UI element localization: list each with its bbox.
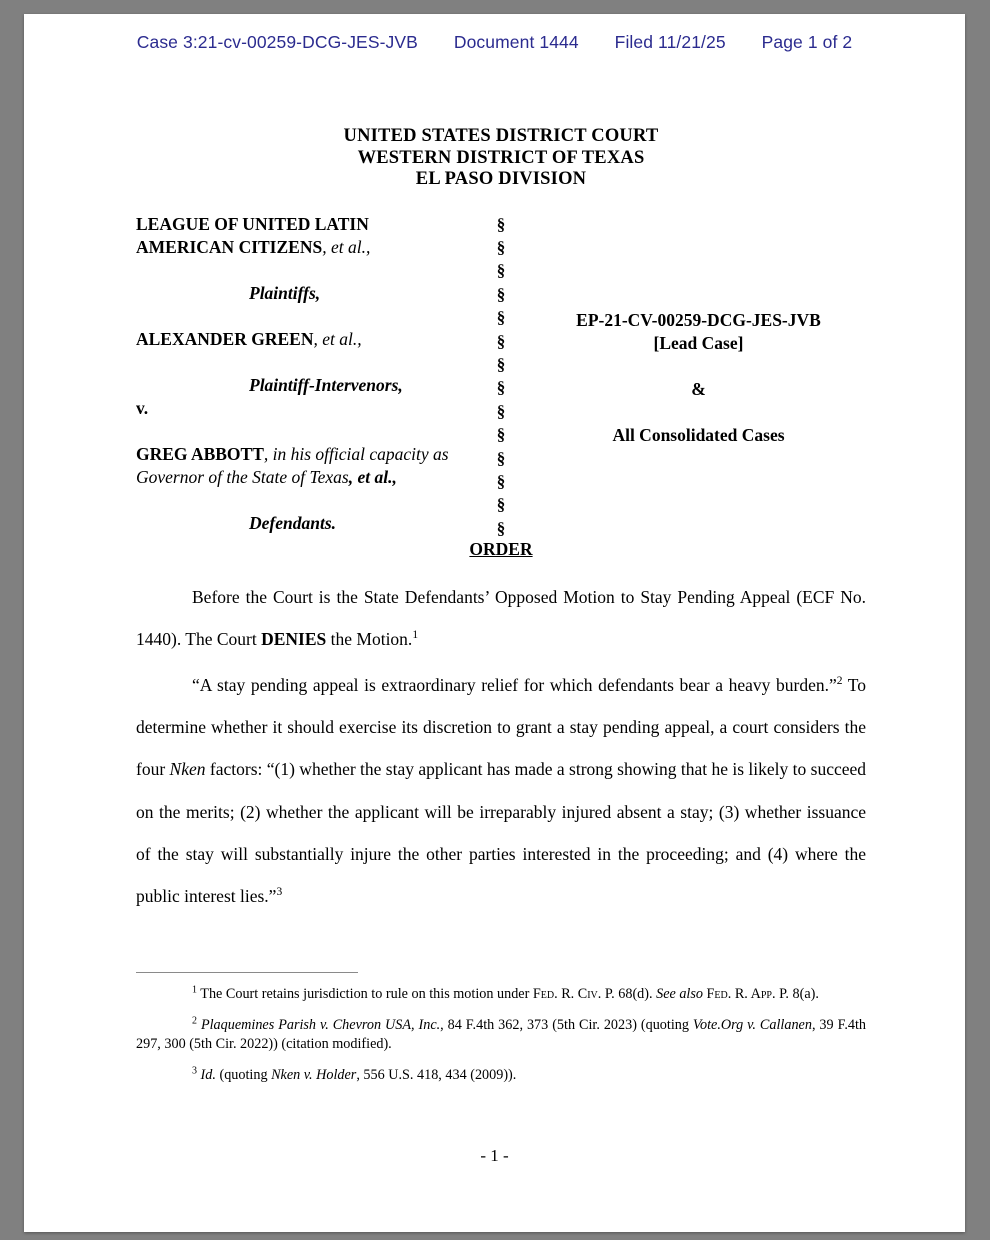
court-name-line2: WESTERN DISTRICT OF TEXAS xyxy=(357,147,645,168)
footnote-marker: 3 xyxy=(192,1064,197,1076)
footnote-rule-smallcaps: Fed. R. App. P. xyxy=(706,986,789,1002)
caption-spacer xyxy=(136,420,466,443)
footnote-text: 8(a). xyxy=(788,986,819,1002)
defendant-etal: , et al., xyxy=(348,466,397,487)
section-symbol: § xyxy=(496,261,506,281)
footnote xyxy=(136,1066,866,1086)
defendant-office: Governor of the State of Texas xyxy=(136,466,349,487)
defendant-name-bold: GREG ABBOTT xyxy=(136,443,264,464)
para2-text-c: factors: “(1) whether the stay applicant has made a strong showing that he is likely to succeed on the merits; (2) whether the applicant will be irreparably injured absent a stay; (3) whether issuance of the stay will substantially injure the other parties interested in the proceeding; and (4) where the public interest lies.” xyxy=(136,759,867,906)
caption-spacer xyxy=(531,355,866,378)
intervenor-name-bold: ALEXANDER GREEN xyxy=(136,328,314,349)
footnote-case-italic: Nken v. Holder xyxy=(271,1066,357,1083)
defendant-name-line1 xyxy=(136,443,466,466)
para1-text-b: the Motion. xyxy=(326,628,413,649)
denies-emphasis: DENIES xyxy=(261,628,327,649)
footnote-ref-2[interactable]: 2 xyxy=(836,675,843,688)
lead-case-number: EP-21-CV-00259-DCG-JES-JVB xyxy=(576,309,821,330)
defendant-name-line2 xyxy=(136,466,466,489)
ampersand-symbol: & xyxy=(691,378,706,399)
caption-section-divider-column xyxy=(491,213,511,541)
page-number-footer: - 1 - xyxy=(480,1146,509,1165)
section-symbol: § xyxy=(496,471,506,491)
plaintiff-name-line2 xyxy=(136,236,466,259)
footnote-list xyxy=(136,985,866,1085)
section-symbol: § xyxy=(496,214,506,234)
section-symbol: § xyxy=(496,401,506,421)
intervenor-etal: , et al., xyxy=(313,328,362,349)
ecf-page-indicator: Page 1 of 2 xyxy=(761,32,853,52)
footnote-area xyxy=(136,972,866,1096)
section-symbol: § xyxy=(496,331,506,351)
footnote-text: , 39 F.4th 297, 300 (5th Cir. 2022)) (citation modified). xyxy=(136,1016,866,1052)
order-heading xyxy=(136,539,866,560)
plaintiff-etal: , et al., xyxy=(322,236,371,257)
versus-label: v. xyxy=(136,397,149,418)
document-body xyxy=(136,14,866,917)
order-paragraph-2 xyxy=(136,660,866,917)
footnote-separator-rule xyxy=(136,972,358,973)
intervenors-label: Plaintiff-Intervenors, xyxy=(249,374,403,395)
caption-spacer xyxy=(136,351,466,374)
caption-spacer xyxy=(136,489,466,512)
section-symbol: § xyxy=(496,448,506,468)
section-symbol: § xyxy=(496,237,506,257)
footnote-text: 68(d). xyxy=(614,986,657,1002)
footnote-rule-smallcaps: Fed. R. Civ. P. xyxy=(532,986,615,1002)
lead-case-label: [Lead Case] xyxy=(653,332,744,353)
defendants-label: Defendants. xyxy=(249,512,337,533)
footnote-case-italic: Vote.Org v. Callanen xyxy=(692,1016,812,1033)
section-symbol: § xyxy=(496,378,506,398)
footnote-case-italic: See also xyxy=(656,986,703,1002)
court-name-line1: UNITED STATES DISTRICT COURT xyxy=(343,126,659,146)
footnote-case-italic: Plaquemines Parish v. Chevron USA, Inc. xyxy=(200,1016,441,1033)
section-symbol: § xyxy=(496,518,506,538)
section-symbol: § xyxy=(496,284,506,304)
para2-quote-a: “A stay pending appeal is extraordinary relief for which defendants bear a heavy burden.” xyxy=(192,674,837,695)
ecf-case-number: Case 3:21-cv-00259-DCG-JES-JVB xyxy=(136,32,418,52)
case-caption xyxy=(136,213,866,538)
document-page xyxy=(24,14,965,1232)
caption-spacer xyxy=(136,259,466,282)
section-symbol: § xyxy=(496,354,506,374)
para1-text-a: Before the Court is the State Defendants’ Opposed Motion to Stay Pending Appeal (ECF No. 1440). The Court xyxy=(136,586,866,649)
ecf-filed-date: Filed 11/21/25 xyxy=(614,32,726,52)
ecf-document-number: Document 1444 xyxy=(453,32,579,52)
plaintiff-name-line1: LEAGUE OF UNITED LATIN xyxy=(136,213,369,234)
intervenor-name xyxy=(136,328,466,351)
consolidated-cases-label: All Consolidated Cases xyxy=(612,424,785,445)
footnote-text: (quoting xyxy=(215,1066,272,1083)
footnote xyxy=(136,985,866,1005)
plaintiff-name-bold: AMERICAN CITIZENS xyxy=(136,236,323,257)
plaintiffs-label: Plaintiffs, xyxy=(249,282,321,303)
section-symbol: § xyxy=(496,425,506,445)
caption-spacer xyxy=(531,401,866,424)
footnote-marker: 2 xyxy=(192,1014,197,1026)
nken-case-italic: Nken xyxy=(169,759,206,780)
footnote-case-italic: Id. xyxy=(200,1066,216,1083)
order-paragraph-1 xyxy=(136,560,866,660)
order-heading-text: ORDER xyxy=(469,538,533,559)
footnote-ref-3[interactable]: 3 xyxy=(276,886,283,899)
footnote-text: , 556 U.S. 418, 434 (2009)). xyxy=(356,1066,517,1083)
footnote-marker: 1 xyxy=(192,984,197,996)
footnote xyxy=(136,1016,866,1055)
para2-text-b: To determine whether it should exercise its discretion to grant a stay pending appeal, a court considers the four xyxy=(136,674,866,780)
footnote-text: , 84 F.4th 362, 373 (5th Cir. 2023) (quoting xyxy=(440,1016,693,1033)
footnote-ref-1[interactable]: 1 xyxy=(412,628,419,641)
court-title-block xyxy=(136,126,866,191)
section-symbol: § xyxy=(496,495,506,515)
caption-case-number-block xyxy=(531,309,866,447)
court-name-line3: EL PASO DIVISION xyxy=(415,169,587,189)
caption-spacer xyxy=(136,305,466,328)
section-symbol: § xyxy=(496,308,506,328)
caption-parties xyxy=(136,213,466,535)
defendant-capacity: , in his official capacity as xyxy=(263,443,449,464)
footnote-text: The Court retains jurisdiction to rule on this motion under xyxy=(200,986,533,1002)
